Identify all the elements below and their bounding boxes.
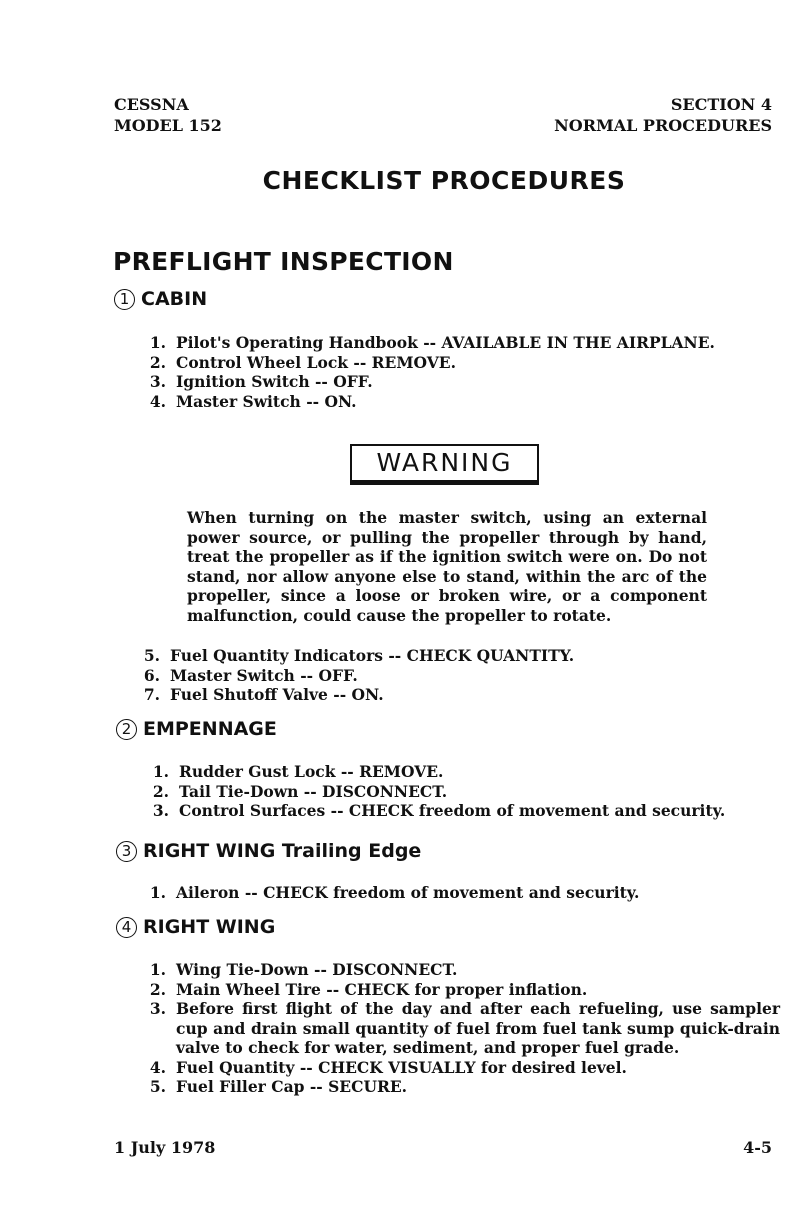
model: MODEL 152 [114,116,222,135]
list-item: 3. Ignition Switch -- OFF. [149,372,373,391]
list-item: 6. Master Switch -- OFF. [143,665,358,685]
step-number-1: 1 [114,289,135,310]
list-item: 3. Before first flight of the day and after each refueling, use sampler cup and drain small quantity of fuel from fuel tank sump quick-drain valve to check for water, sediment, and proper fuel grade. [149,999,780,1057]
right-wing-title: RIGHT WING [143,916,276,938]
empennage-list [143,762,783,821]
footer-date: 1 July 1978 [114,1138,216,1157]
cabin-heading [114,288,207,310]
step-number-2: 2 [116,719,137,740]
step-number-3: 3 [116,841,137,862]
list-item: 2. Tail Tie-Down -- DISCONNECT. [152,781,448,801]
empennage-heading [116,718,277,740]
list-item: 4. Fuel Quantity -- CHECK VISUALLY for desired level. [149,1057,627,1077]
right-wing-trailing-heading [116,840,421,862]
manufacturer: CESSNA [114,95,189,114]
header-right [554,94,772,136]
warning-box: WARNING [350,444,539,485]
list-item: 7. Fuel Shutoff Valve -- ON. [143,685,384,704]
step-number-4: 4 [116,917,137,938]
list-item: 5. Fuel Quantity Indicators -- CHECK QUANTITY. [143,646,575,665]
right-wing-trailing-list [140,883,780,903]
list-item: 4. Master Switch -- ON. [149,391,357,411]
right-wing-trailing-title: RIGHT WING Trailing Edge [143,840,422,862]
right-wing-list [140,960,780,1097]
cabin-title: CABIN [141,288,208,310]
list-item: 5. Fuel Filler Cap -- SECURE. [149,1077,408,1096]
list-item: 2. Main Wheel Tire -- CHECK for proper inflation. [149,979,588,999]
page-title: CHECKLIST PROCEDURES [262,166,626,195]
page-number: 4-5 [743,1138,772,1157]
header-left [114,94,222,136]
list-item: 1. Aileron -- CHECK freedom of movement and security. [149,883,640,902]
cabin-list-b [134,646,774,705]
empennage-title: EMPENNAGE [143,718,277,740]
warning-text: When turning on the master switch, using an external power source, or pulling the propeller through by hand, treat the propeller as if the ignition switch were on. Do not stand, nor allow anyone else to stand, within the arc of the propeller, since a loose or broken wire, or a component malfunction, could cause the propeller to rotate. [187,508,707,625]
cabin-list-a [140,333,780,411]
section-number: SECTION 4 [670,95,772,114]
list-item: 1. Wing Tie-Down -- DISCONNECT. [149,960,458,979]
list-item: 2. Control Wheel Lock -- REMOVE. [149,352,456,372]
section-name: NORMAL PROCEDURES [554,116,772,135]
right-wing-heading [116,916,275,938]
list-item: 1. Pilot's Operating Handbook -- AVAILABLE IN THE AIRPLANE. [149,333,715,352]
list-item: 3. Control Surfaces -- CHECK freedom of movement and security. [152,801,726,820]
list-item: 1. Rudder Gust Lock -- REMOVE. [152,762,444,781]
section-title: PREFLIGHT INSPECTION [113,247,454,276]
